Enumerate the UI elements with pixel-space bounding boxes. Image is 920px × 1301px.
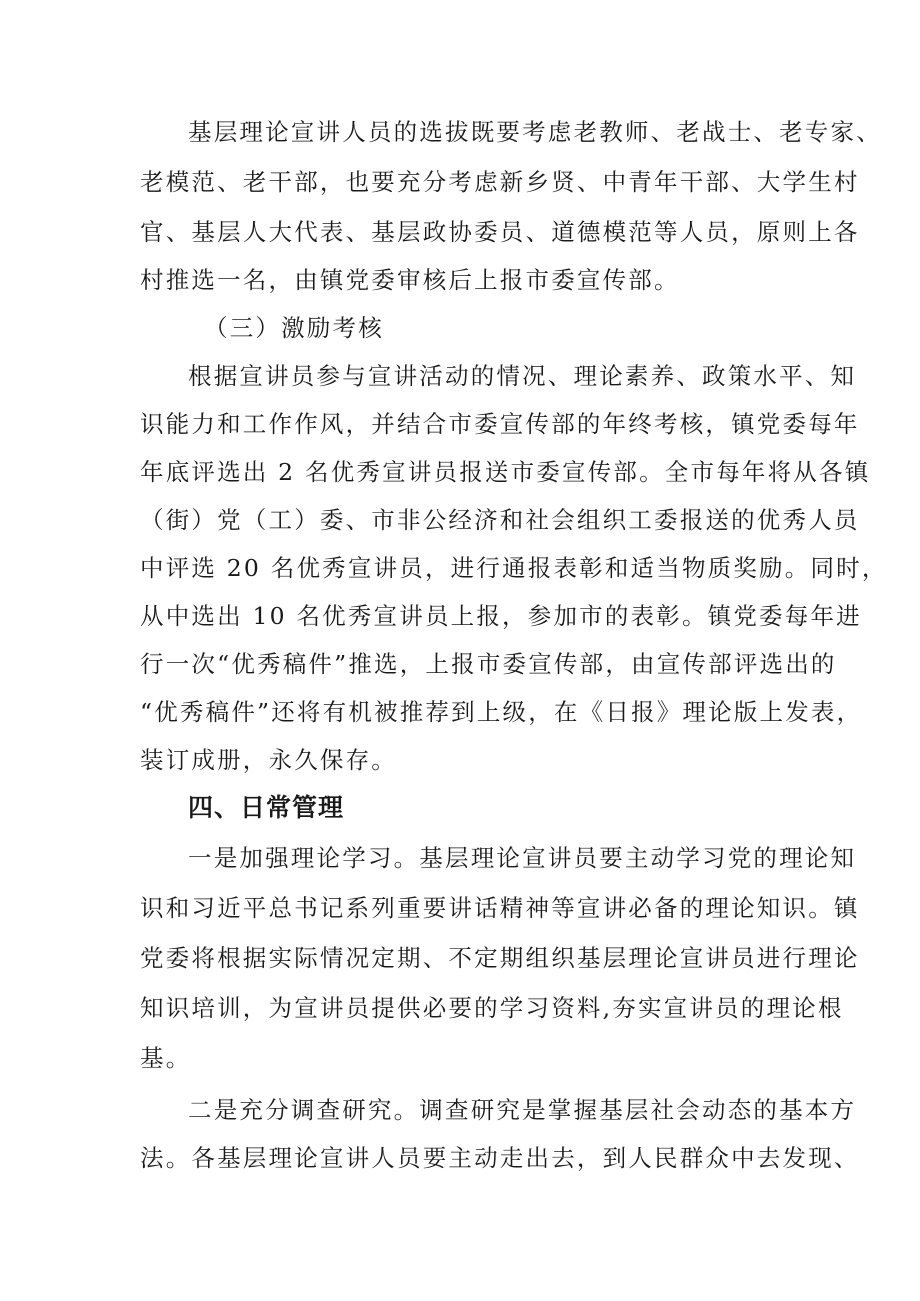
paragraph-line-13: 装订成册，永久保存。 xyxy=(140,746,397,774)
paragraph-line-16: 党委将根据实际情况定期、不定期组织基层理论宣讲员进行理论 xyxy=(140,944,860,972)
paragraph-line-3: 官、基层人大代表、基层政协委员、道德模范等人员，原则上各 xyxy=(140,218,860,246)
section-heading-daily-management: 四、日常管理 xyxy=(188,793,345,822)
paragraph-line-1: 基层理论宣讲人员的选拔既要考虑老教师、老战士、老专家、 xyxy=(188,118,882,146)
paragraph-line-12: “优秀稿件”还将有机被推荐到上级，在《日报》理论版上发表， xyxy=(140,698,863,726)
paragraph-line-17: 知识培训，为宣讲员提供必要的学习资料,夯实宣讲员的理论根 xyxy=(140,994,844,1022)
paragraph-line-2: 老模范、老干部，也要充分考虑新乡贤、中青年干部、大学生村 xyxy=(140,168,860,196)
paragraph-line-14: 一是加强理论学习。基层理论宣讲员要主动学习党的理论知 xyxy=(188,844,857,872)
paragraph-line-19: 二是充分调查研究。调查研究是掌握基层社会动态的基本方 xyxy=(188,1096,857,1124)
paragraph-line-9: 中评选 20 名优秀宣讲员，进行通报表彰和适当物质奖励。同时， xyxy=(140,554,888,582)
paragraph-line-7: 年底评选出 2 名优秀宣讲员报送市委宣传部。全市每年将从各镇 xyxy=(140,458,871,486)
paragraph-line-15: 识和习近平总书记系列重要讲话精神等宣讲必备的理论知识。镇 xyxy=(140,894,860,922)
paragraph-line-4: 村推选一名，由镇党委审核后上报市委宣传部。 xyxy=(140,266,680,294)
paragraph-line-10: 从中选出 10 名优秀宣讲员上报，参加市的表彰。镇党委每年进 xyxy=(140,602,862,630)
paragraph-line-11: 行一次“优秀稿件”推选，上报市委宣传部，由宣传部评选出的 xyxy=(140,650,837,678)
paragraph-line-18: 基。 xyxy=(140,1044,192,1072)
paragraph-line-6: 识能力和工作作风，并结合市委宣传部的年终考核，镇党委每年 xyxy=(140,410,860,438)
subheading-incentive: （三）激励考核 xyxy=(204,314,384,342)
paragraph-line-20: 法。各基层理论宣讲人员要主动走出去，到人民群众中去发现、 xyxy=(140,1144,860,1172)
paragraph-line-8: （街）党（工）委、市非公经济和社会组织工委报送的优秀人员 xyxy=(140,506,860,534)
paragraph-line-5: 根据宣讲员参与宣讲活动的情况、理论素养、政策水平、知 xyxy=(188,362,857,390)
